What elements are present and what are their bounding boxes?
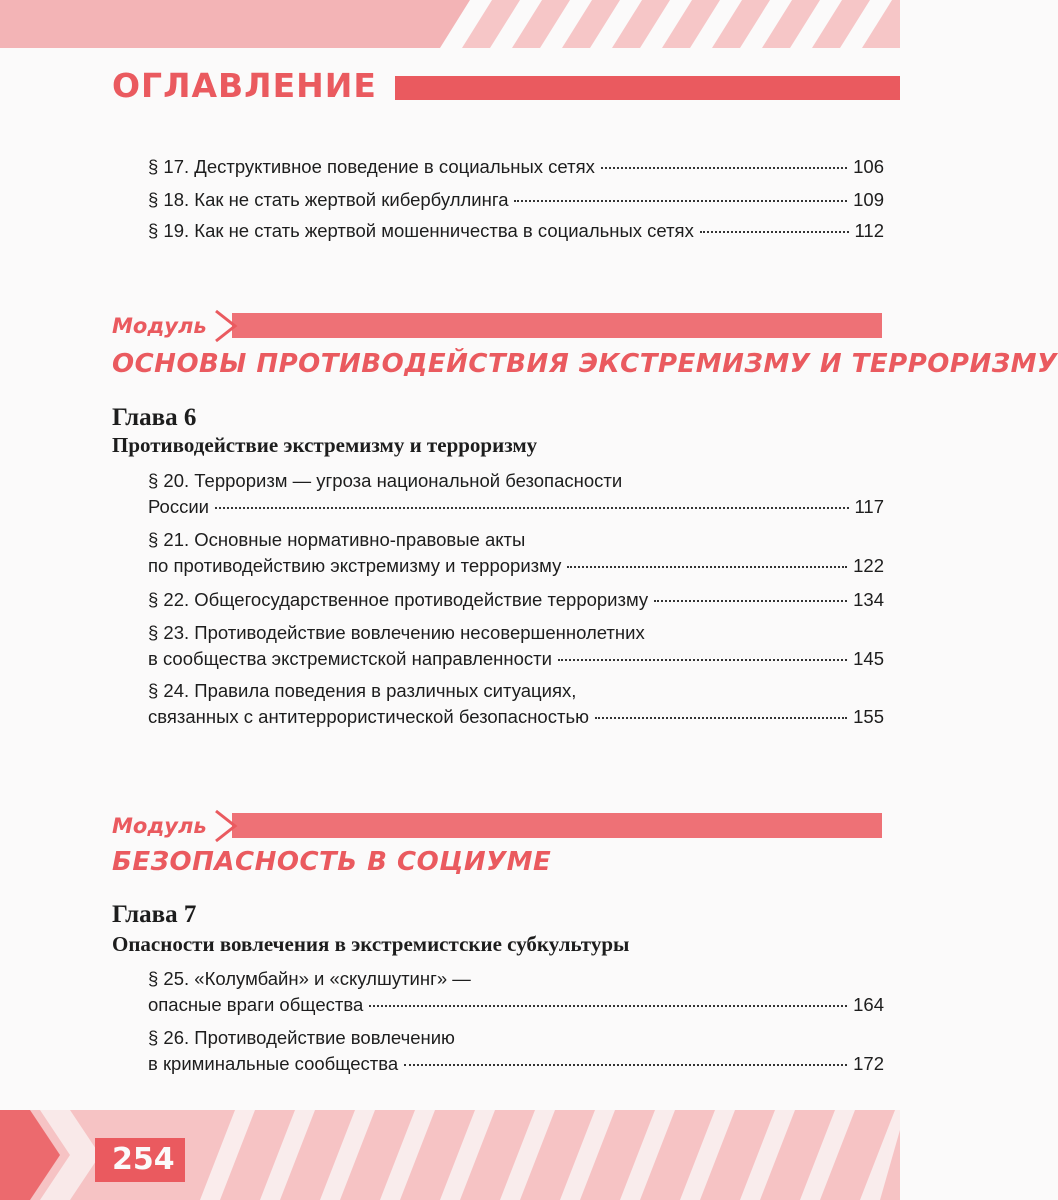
module-label: Модуль [112,314,207,338]
page-ref: 145 [853,648,884,669]
page-ref: 122 [853,555,884,576]
toc-entry[interactable]: § 17. Деструктивное поведение в социальных сетях 106 [148,154,884,180]
page-ref: 172 [853,1053,884,1074]
page-ref: 117 [854,496,884,517]
header-accent-bar [395,76,900,100]
page-ref: 106 [853,156,884,177]
module-accent-bar [232,813,882,838]
toc-entry[interactable]: § 25. «Колумбайн» и «скулшутинг» — опасные враги общества 164 [148,966,884,1018]
toc-entry[interactable]: § 21. Основные нормативно-правовые акты по противодействию экстремизму и терроризму 122 [148,527,884,579]
chevron-right-icon [213,809,239,843]
page-ref: 109 [853,189,884,210]
toc-entry[interactable]: § 26. Противодействие вовлечению в криминальные сообщества 172 [148,1025,884,1077]
page-ref: 155 [853,706,884,727]
chevron-right-icon [213,309,239,343]
chapter-title: Противодействие экстремизму и терроризму [112,433,538,457]
top-decorative-band [0,0,900,48]
page-ref: 164 [853,994,884,1015]
toc-entry[interactable]: § 24. Правила поведения в различных ситуациях, связанных с антитеррористической безопасностью 155 [148,678,884,730]
toc-entry[interactable]: § 19. Как не стать жертвой мошенничества в социальных сетях 112 [148,218,884,244]
module-title: ОСНОВЫ ПРОТИВОДЕЙСТВИЯ ЭКСТРЕМИЗМУ И ТЕРРОРИЗМУ [112,349,1058,379]
toc-entry[interactable]: § 20. Терроризм — угроза национальной безопасности России 117 [148,468,884,520]
module-title: БЕЗОПАСНОСТЬ В СОЦИУМЕ [112,847,552,877]
page-number: 254 [112,1142,175,1177]
chapter-label: Глава 6 [112,404,197,431]
chapter-label: Глава 7 [112,901,197,928]
toc-entry[interactable]: § 23. Противодействие вовлечению несовершеннолетних в сообщества экстремистской направленности 145 [148,620,884,672]
module-accent-bar [232,313,882,338]
toc-entry[interactable]: § 22. Общегосударственное противодействие терроризму 134 [148,587,884,613]
toc-entry[interactable]: § 18. Как не стать жертвой кибербуллинга 109 [148,187,884,213]
chapter-title: Опасности вовлечения в экстремистские субкультуры [112,932,630,956]
page-ref: 112 [854,220,884,241]
module-label: Модуль [112,814,207,838]
page-title: ОГЛАВЛЕНИЕ [112,66,377,105]
page-ref: 134 [853,589,884,610]
